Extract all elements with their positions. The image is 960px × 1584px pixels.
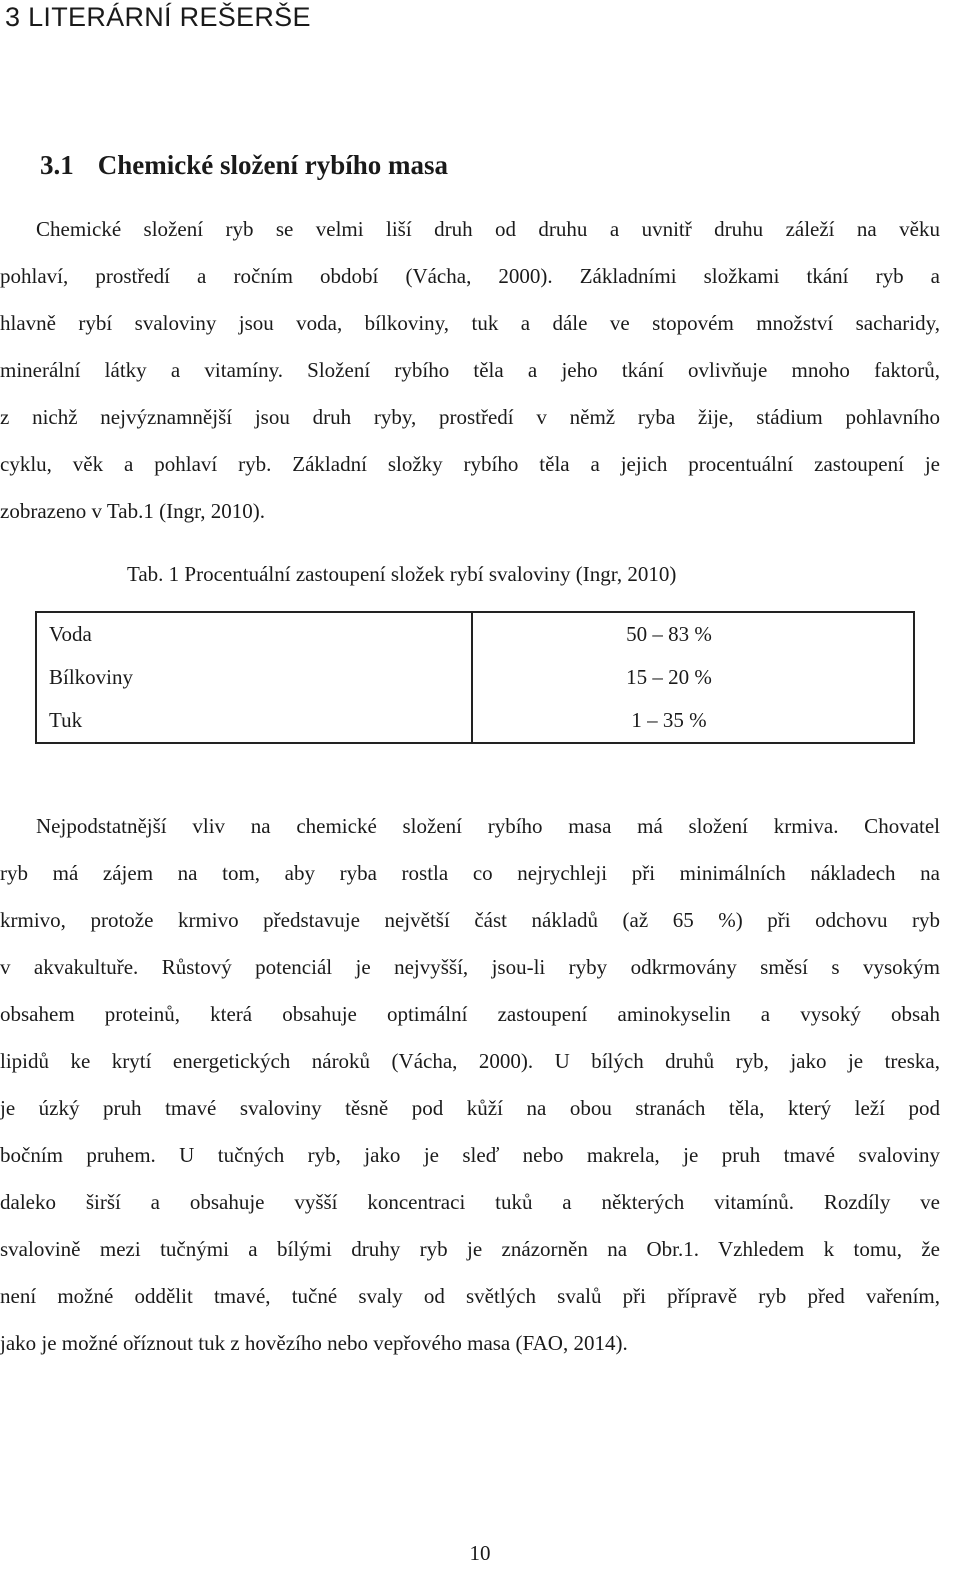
paragraph-line: z nichž nejvýznamnější jsou druh ryby, prostředí v němž ryba žije, stádium pohlavního	[0, 405, 940, 429]
table-cell-name: Voda	[36, 612, 472, 656]
paragraph-line: není možné oddělit tmavé, tučné svaly od světlých svalů při přípravě ryb před vařením,	[0, 1284, 940, 1308]
paragraph-line: jako je možné oříznout tuk z hovězího nebo vepřového masa (FAO, 2014).	[0, 1331, 628, 1355]
paragraph-line: minerální látky a vitamíny. Složení rybího těla a jeho tkání ovlivňuje mnoho faktorů,	[0, 358, 940, 382]
paragraph-line: Chemické složení ryb se velmi liší druh od druhu a uvnitř druhu záleží na věku	[36, 217, 940, 241]
paragraph-feed	[0, 803, 960, 1367]
paragraph-line: obsahem proteinů, která obsahuje optimální zastoupení aminokyselin a vysoký obsah	[0, 1002, 940, 1026]
paragraph-line: zobrazeno v Tab.1 (Ingr, 2010).	[0, 499, 265, 523]
paragraph-line: ryb má zájem na tom, aby ryba rostla co nejrychleji při minimálních nákladech na	[0, 861, 940, 885]
table-row	[36, 612, 914, 656]
paragraph-line: svalovině mezi tučnými a bílými druhy ryb je znázorněn na Obr.1. Vzhledem k tomu, že	[0, 1237, 940, 1261]
table-cell-name: Tuk	[36, 699, 472, 743]
composition-table	[35, 611, 915, 744]
paragraph-line: pohlaví, prostředí a ročním období (Vácha, 2000). Základními složkami tkání ryb a	[0, 264, 940, 288]
table-cell-value: 15 – 20 %	[472, 656, 914, 699]
chapter-title: 3 LITERÁRNÍ REŠERŠE	[5, 2, 311, 32]
table-row	[36, 699, 914, 743]
section-title	[40, 150, 448, 181]
paragraph-line: Nejpodstatnější vliv na chemické složení rybího masa má složení krmiva. Chovatel	[36, 814, 940, 838]
table-cell-name: Bílkoviny	[36, 656, 472, 699]
table-cell-value: 1 – 35 %	[472, 699, 914, 743]
paragraph-line: cyklu, věk a pohlaví ryb. Základní složky rybího těla a jejich procentuální zastoupení je	[0, 452, 940, 476]
paragraph-line: lipidů ke krytí energetických nároků (Vácha, 2000). U bílých druhů ryb, jako je treska,	[0, 1049, 940, 1073]
paragraph-composition	[0, 206, 960, 535]
paragraph-line: v akvakultuře. Růstový potenciál je nejvyšší, jsou-li ryby odkrmovány směsí s vysokým	[0, 955, 940, 979]
section-heading-text: Chemické složení rybího masa	[97, 150, 448, 180]
paragraph-line: je úzký pruh tmavé svaloviny těsně pod kůží na obou stranách těla, který leží pod	[0, 1096, 940, 1120]
paragraph-line: daleko širší a obsahuje vyšší koncentraci tuků a některých vitamínů. Rozdíly ve	[0, 1190, 940, 1214]
table-caption: Tab. 1 Procentuální zastoupení složek rybí svaloviny (Ingr, 2010)	[127, 562, 677, 586]
table-cell-value: 50 – 83 %	[472, 612, 914, 656]
paragraph-line: krmivo, protože krmivo představuje největší část nákladů (až 65 %) při odchovu ryb	[0, 908, 940, 932]
page-number: 10	[469, 1541, 491, 1565]
paragraph-line: bočním pruhem. U tučných ryb, jako je sleď nebo makrela, je pruh tmavé svaloviny	[0, 1143, 940, 1167]
section-number: 3.1	[40, 150, 74, 180]
table-row	[36, 656, 914, 699]
paragraph-line: hlavně rybí svaloviny jsou voda, bílkoviny, tuk a dále ve stopovém množství sacharidy,	[0, 311, 940, 335]
